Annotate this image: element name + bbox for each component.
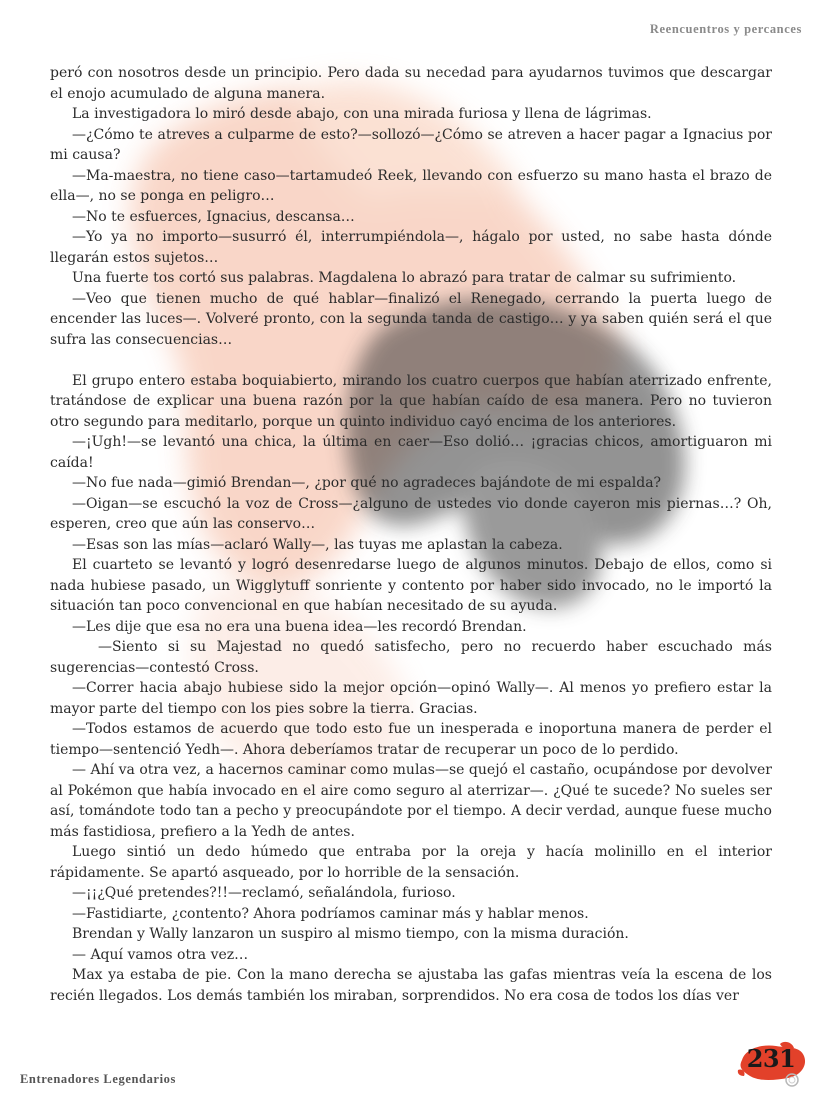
paragraph: La investigadora lo miró desde abajo, con una mirada furiosa y llena de lágrimas. bbox=[72, 106, 652, 122]
body-text bbox=[50, 63, 772, 1006]
paragraph: —Todos estamos de acuerdo que todo esto fue un inesperada e inoportuna manera de perder el tiempo—sentenció Yedh—. Ahora deberíamos tratar de recuperar un poco de lo perdido. bbox=[50, 721, 772, 758]
page-number: 231 bbox=[746, 1044, 796, 1073]
footer-book-title: Entrenadores Legendarios bbox=[20, 1072, 176, 1086]
paragraph: Brendan y Wally lanzaron un suspiro al mismo tiempo, con la misma duración. bbox=[72, 926, 629, 942]
page-number-badge bbox=[736, 1040, 808, 1088]
paragraph: —Ma-maestra, no tiene caso—tartamudeó Reek, llevando con esfuerzo su mano hasta el brazo de ella—, no se ponga en peligro… bbox=[50, 167, 772, 204]
section-break bbox=[50, 350, 772, 371]
paragraph: Luego sintió un dedo húmedo que entraba por la oreja y hacía molinillo en el interior rápidamente. Se apartó asqueado, por lo horrible de la sensación. bbox=[50, 844, 772, 881]
paragraph: —¡Ugh!—se levantó una chica, la última en caer—Eso dolió… ¡gracias chicos, amortiguaron mi caída! bbox=[50, 434, 772, 471]
paragraph: El grupo entero estaba boquiabierto, mirando los cuatro cuerpos que habían aterrizado enfrente, tratándose de explicar una buena razón por la que habían caído de esa manera. Pero no tuvieron otro segundo para meditarlo, porque un quinto individuo cayó encima de los anteriores. bbox=[50, 372, 772, 430]
paragraph: —Oigan—se escuchó la voz de Cross—¿alguno de ustedes vio donde cayeron mis piernas…? Oh, esperen, creo que aún las conservo… bbox=[50, 495, 772, 532]
paragraph: —No fue nada—gimió Brendan—, ¿por qué no agradeces bajándote de mi espalda? bbox=[72, 475, 662, 491]
paragraph: —Yo ya no importo—susurró él, interrumpiéndola—, hágalo por usted, no sabe hasta dónde llegarán estos sujetos… bbox=[50, 229, 772, 266]
paragraph: —No te esfuerces, Ignacius, descansa… bbox=[72, 208, 355, 225]
paragraph: El cuarteto se levantó y logró desenredarse luego de algunos minutos. Debajo de ellos, como si nada hubiese pasado, un Wigglytuff sonriente y contento por haber sido invocado, no le importó la situación tan poco convencional en que habían necesitado de su ayuda. bbox=[50, 557, 772, 614]
paragraph: —¿Cómo te atreves a culparme de esto?—sollozó—¿Cómo se atreven a hacer pagar a Ignacius por mi causa? bbox=[50, 126, 772, 163]
paragraph: Una fuerte tos cortó sus palabras. Magdalena lo abrazó para tratar de calmar su sufrimiento. bbox=[72, 270, 737, 286]
paragraph: — Aquí vamos otra vez… bbox=[72, 946, 249, 963]
paragraph: —Fastidiarte, ¿contento? Ahora podríamos caminar más y hablar menos. bbox=[72, 905, 589, 922]
paragraph: — Ahí va otra vez, a hacernos caminar como mulas—se quejó el castaño, ocupándose por devolver al Pokémon que había invocado en el aire como seguro al aterrizar—. ¿Qué te sucede? No sueles ser así, tomándote todo tan a pecho y preocupándote por el tiempo. A decir verdad, aunque fuese mucho más fastidiosa, prefiero a la Yedh de antes. bbox=[50, 762, 772, 840]
paragraph: peró con nosotros desde un principio. Pero dada su necedad para ayudarnos tuvimos que descargar el enojo acumulado de alguna manera. bbox=[50, 65, 772, 102]
paragraph: —Correr hacia abajo hubiese sido la mejor opción—opinó Wally—. Al menos yo prefiero estar la mayor parte del tiempo con los pies sobre la tierra. Gracias. bbox=[50, 680, 772, 717]
running-header: Reencuentros y percances bbox=[649, 22, 802, 36]
paragraph: —Veo que tienen mucho de qué hablar—finalizó el Renegado, cerrando la puerta luego de encender las luces—. Volveré pronto, con la segunda tanda de castigo… y ya saben quién será el que sufra las consecuencias… bbox=[50, 290, 772, 348]
paragraph: —Les dije que esa no era una buena idea—les recordó Brendan. bbox=[72, 618, 527, 635]
paragraph: —Esas son las mías—aclaró Wally—, las tuyas me aplastan la cabeza. bbox=[72, 536, 563, 553]
paragraph: —Siento si su Majestad no quedó satisfecho, pero no recuerdo haber escuchado más sugerencias—contestó Cross. bbox=[50, 639, 772, 676]
paragraph: Max ya estaba de pie. Con la mano derecha se ajustaba las gafas mientras veía la escena de los recién llegados. Los demás también los miraban, sorprendidos. No era cosa de todos los días ver bbox=[50, 967, 772, 1004]
paragraph: —¡¡¿Qué pretendes?!!—reclamó, señalándola, furioso. bbox=[72, 885, 456, 901]
